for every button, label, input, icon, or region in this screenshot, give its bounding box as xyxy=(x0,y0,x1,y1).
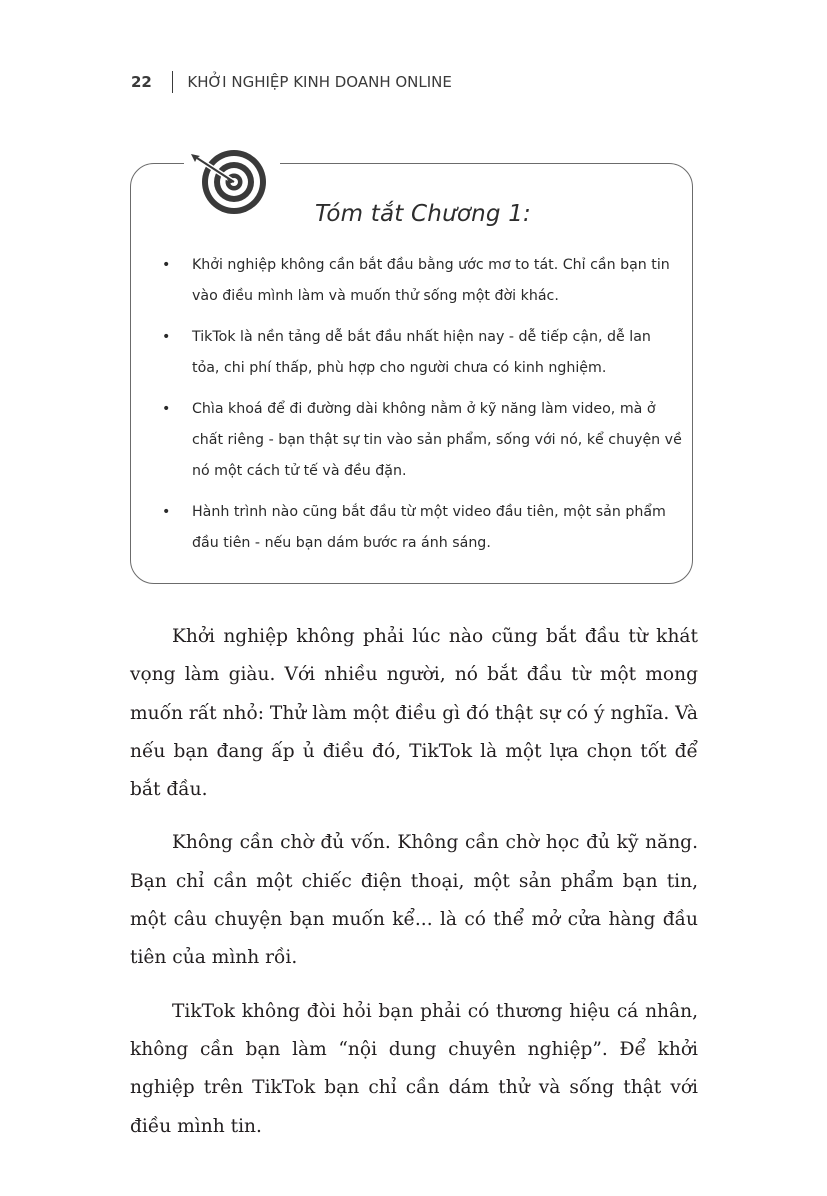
list-item xyxy=(162,322,682,384)
body-text xyxy=(130,618,698,1161)
header-divider xyxy=(172,71,174,93)
running-header xyxy=(131,71,452,93)
page-number: 22 xyxy=(131,73,152,91)
list-item-text: Chìa khoá để đi đường dài không nằm ở kỹ năng làm video, mà ở chất riêng - bạn thật sự tin vào sản phẩm, sống với nó, kể chuyện về nó một cách tử tế và đều đặn. xyxy=(192,401,682,479)
list-item-text: Hành trình nào cũng bắt đầu từ một video đầu tiên, một sản phẩm đầu tiên - nếu bạn dám bước ra ánh sáng. xyxy=(192,504,666,551)
list-item-text: Khởi nghiệp không cần bắt đầu bằng ước mơ to tát. Chỉ cần bạn tin vào điều mình làm và muốn thử sống một đời khác. xyxy=(192,257,670,304)
list-item xyxy=(162,497,682,559)
list-item xyxy=(162,394,682,487)
bullet-icon: • xyxy=(162,329,171,345)
book-title: KHỞI NGHIỆP KINH DOANH ONLINE xyxy=(187,73,452,91)
target-icon xyxy=(184,148,280,228)
summary-list xyxy=(162,250,682,569)
summary-title: Tóm tắt Chương 1: xyxy=(315,201,531,227)
list-item-text: TikTok là nền tảng dễ bắt đầu nhất hiện nay - dễ tiếp cận, dễ lan tỏa, chi phí thấp, phù hợp cho người chưa có kinh nghiệm. xyxy=(192,329,651,376)
list-item xyxy=(162,250,682,312)
body-paragraph: TikTok không đòi hỏi bạn phải có thương hiệu cá nhân, không cần bạn làm “nội dung chuyên nghiệp”. Để khởi nghiệp trên TikTok bạn chỉ cần dám thử và sống thật với điều mình tin. xyxy=(130,1000,698,1137)
bullet-icon: • xyxy=(162,257,171,273)
bullet-icon: • xyxy=(162,504,171,520)
bullet-icon: • xyxy=(162,401,171,417)
body-paragraph: Không cần chờ đủ vốn. Không cần chờ học đủ kỹ năng. Bạn chỉ cần một chiếc điện thoại, một sản phẩm bạn tin, một câu chuyện bạn muốn kể... là có thể mở cửa hàng đầu tiên của mình rồi. xyxy=(130,832,698,969)
body-paragraph: Khởi nghiệp không phải lúc nào cũng bắt đầu từ khát vọng làm giàu. Với nhiều người, nó bắt đầu từ một mong muốn rất nhỏ: Thử làm một điều gì đó thật sự có ý nghĩa. Và nếu bạn đang ấp ủ điều đó, TikTok là một lựa chọn tốt để bắt đầu. xyxy=(130,626,698,801)
